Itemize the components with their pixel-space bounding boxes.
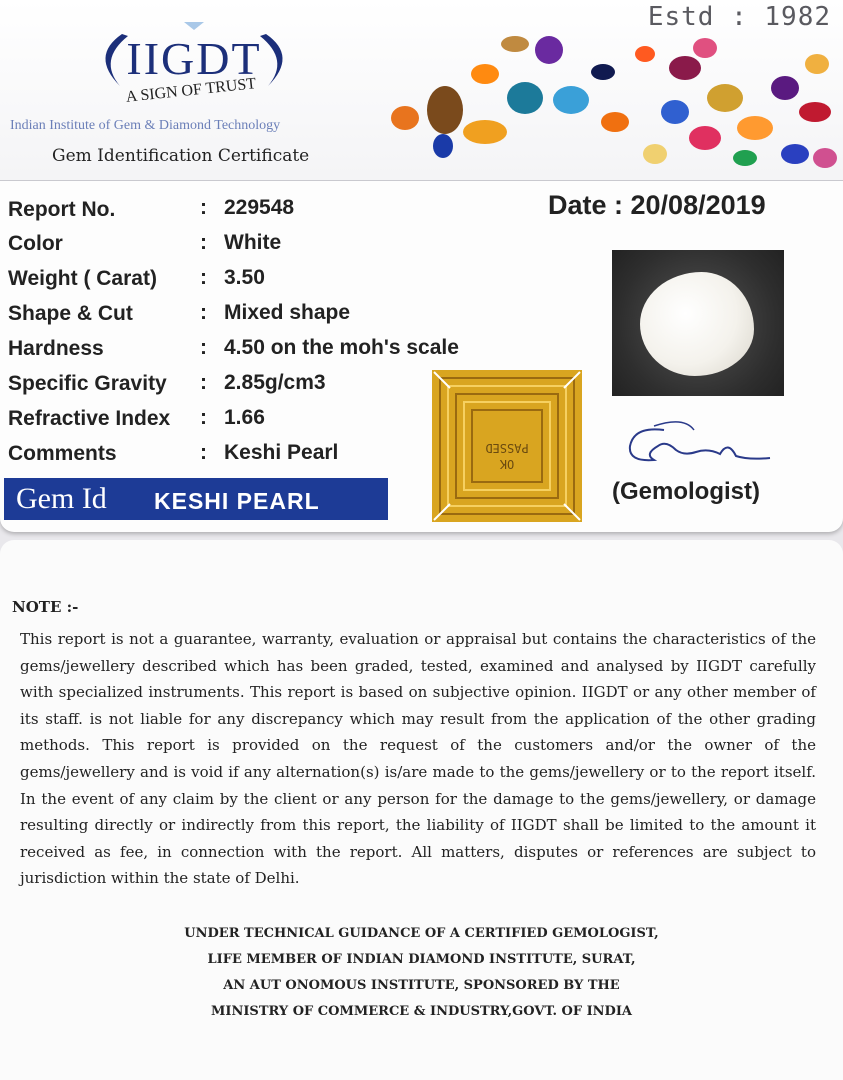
certificate-title: Gem Identification Certificate (52, 146, 310, 166)
field-colon: : (200, 336, 207, 359)
hologram-text-ok: OK (499, 457, 515, 471)
shape-cut-label: Shape & Cut (8, 302, 133, 325)
gemologist-signature (624, 416, 774, 472)
specific-gravity-value: 2.85g/cm3 (224, 371, 326, 394)
tagline: A SIGN OF TRUST (124, 75, 257, 106)
gem-photo (612, 250, 784, 396)
specific-gravity-label: Specific Gravity (8, 372, 167, 395)
gem-id-label: Gem Id (16, 482, 107, 515)
weight-label: Weight ( Carat) (8, 267, 157, 290)
hologram-seal-icon (432, 370, 582, 522)
logo-text: IIGDT (126, 33, 262, 84)
hologram-text-passed: PASSED (485, 441, 529, 455)
hardness-label: Hardness (8, 337, 104, 360)
certificate-card (0, 0, 843, 532)
pearl-image (640, 272, 754, 376)
field-colon: : (200, 231, 207, 254)
gemstones-image (385, 28, 843, 178)
comments-label: Comments (8, 442, 117, 465)
note-body: This report is not a guarantee, warranty, evaluation or appraisal but contains the characteristics of the gems/jewellery described which has been graded, tested, examined and analysed by IIGDT carefully with specialized instruments. This report is based on subjective opinion. IIGDT or any other member of its staff. is not liable for any discrepancy which may result from the application of the other grading methods. This report is provided on the request of the customers and/or the owner of the gems/jewellery and is void if any alternation(s) is/are made to the gems/jewellery or to the report itself. In the event of any claim by the client or any person for the damage to the gems/jewellery, or damage resulting directly or indirectly from this report, the liability of IIGDT shall be limited to the amount it received as fee, in connection with the report. All matters, disputes or references are subject to jurisdiction within the state of Delhi. (20, 630, 816, 888)
field-colon: : (200, 301, 207, 324)
field-colon: : (200, 371, 207, 394)
refractive-index-value: 1.66 (224, 406, 265, 429)
field-colon: : (200, 266, 207, 289)
refractive-index-label: Refractive Index (8, 407, 171, 430)
field-colon: : (200, 441, 207, 464)
field-colon: : (200, 406, 207, 429)
weight-value: 3.50 (224, 266, 265, 289)
gem-id-bar (4, 478, 388, 520)
gem-id-value: KESHI PEARL (154, 488, 320, 514)
footer-line-3: AN AUT ONOMOUS INSTITUTE, SPONSORED BY THE (223, 978, 620, 993)
note-heading: NOTE :- (12, 598, 79, 616)
report-no-label: Report No. (8, 198, 116, 221)
color-label: Color (8, 232, 63, 255)
footer-line-1: UNDER TECHNICAL GUIDANCE OF A CERTIFIED GEMOLOGIST, (184, 926, 659, 941)
institute-name: Indian Institute of Gem & Diamond Technology (10, 118, 281, 133)
field-colon: : (200, 196, 207, 219)
gemologist-label: (Gemologist) (612, 478, 760, 505)
footer-line-2: LIFE MEMBER OF INDIAN DIAMOND INSTITUTE, SURAT, (207, 952, 636, 967)
color-value: White (224, 231, 282, 254)
shape-cut-value: Mixed shape (224, 301, 351, 324)
comments-value: Keshi Pearl (224, 441, 339, 464)
footer-line-4: MINISTRY OF COMMERCE & INDUSTRY,GOVT. OF INDIA (211, 1004, 632, 1019)
certificate-header (0, 0, 843, 181)
established-year: Estd : 1982 (647, 2, 831, 32)
report-no-value: 229548 (224, 196, 295, 219)
report-date: Date : 20/08/2019 (548, 190, 766, 220)
hardness-value: 4.50 on the moh's scale (224, 336, 459, 359)
